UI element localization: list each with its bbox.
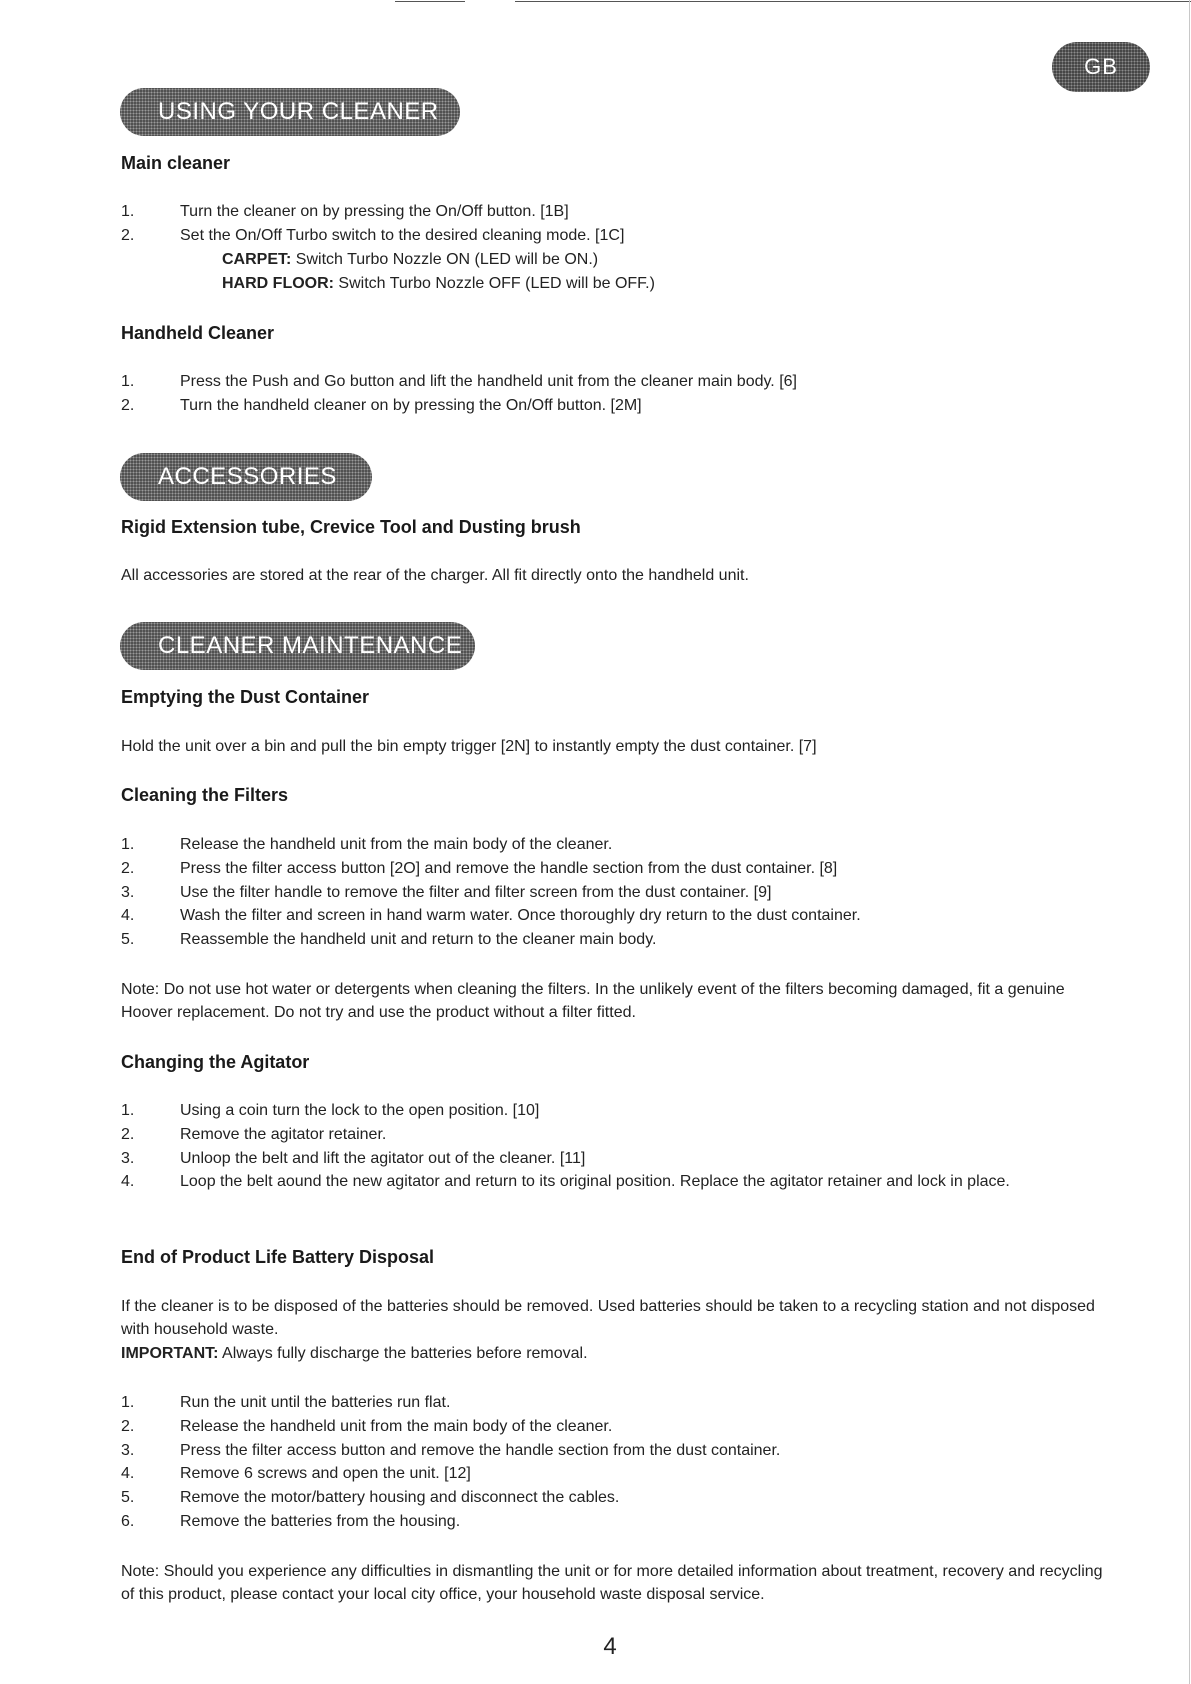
section-header-maintenance: CLEANER MAINTENANCE [120, 622, 475, 670]
list-item: 2. Remove the agitator retainer. [121, 1125, 387, 1143]
list-item: 4. Loop the belt aound the new agitator and return to its original position. Replace the agitator retainer and lock in place. [121, 1173, 1010, 1191]
list-item: 1. Run the unit until the batteries run flat. [121, 1394, 451, 1411]
language-badge: GB [1052, 42, 1150, 92]
filters-steps [121, 833, 1106, 952]
section-header-using: USING YOUR CLEANER [120, 88, 460, 136]
agitator-heading: Changing the Agitator [121, 1052, 310, 1072]
scan-right-edge [1189, 0, 1190, 1684]
list-item: 2. Press the filter access button [2O] and remove the handle section from the dust container. [8] [121, 859, 838, 877]
accessories-text: All accessories are stored at the rear of the charger. All fit directly onto the handheld unit. [121, 567, 749, 584]
main-cleaner-heading: Main cleaner [121, 153, 231, 173]
filters-heading: Cleaning the Filters [121, 785, 289, 805]
list-item: 1. Using a coin turn the lock to the open position. [10] [121, 1102, 540, 1119]
list-item: 1. Release the handheld unit from the main body of the cleaner. [121, 836, 613, 853]
list-item: 3. Use the filter handle to remove the filter and filter screen from the dust container. [9] [121, 883, 772, 901]
list-item: 5. Reassemble the handheld unit and return to the cleaner main body. [121, 931, 657, 949]
list-item: 1. Press the Push and Go button and lift the handheld unit from the cleaner main body. [6] [121, 373, 797, 390]
filters-note: Note: Do not use hot water or detergents when cleaning the filters. In the unlikely event of the filters becoming damaged, fit a genuine Hoover replacement. Do not try and use the product without a filter fitted. [121, 981, 1065, 1021]
carpet-mode-line: CARPET: Switch Turbo Nozzle ON (LED will be ON.) [222, 251, 599, 268]
emptying-heading: Emptying the Dust Container [121, 687, 370, 707]
page-number: 4 [603, 1633, 617, 1660]
list-item: 2. Set the On/Off Turbo switch to the desired cleaning mode. [1C] [121, 226, 625, 244]
list-item: 1. Turn the cleaner on by pressing the On/Off button. [1B] [121, 203, 569, 220]
section-header-accessories: ACCESSORIES [120, 453, 372, 501]
scan-top-line [515, 1, 1191, 2]
list-item: 5. Remove the motor/battery housing and disconnect the cables. [121, 1489, 620, 1507]
disposal-steps [121, 1391, 1106, 1534]
list-item: 4. Remove 6 screws and open the unit. [12] [121, 1465, 471, 1483]
emptying-text: Hold the unit over a bin and pull the bin empty trigger [2N] to instantly empty the dust container. [7] [121, 738, 817, 755]
list-item: 4. Wash the filter and screen in hand warm water. Once thoroughly dry return to the dust container. [121, 907, 861, 925]
disposal-text: If the cleaner is to be disposed of the batteries should be removed. Used batteries should be taken to a recycling station and not disposed with household waste. [121, 1298, 1095, 1338]
accessories-heading: Rigid Extension tube, Crevice Tool and Dusting brush [121, 517, 581, 537]
hardfloor-mode-line: HARD FLOOR: Switch Turbo Nozzle OFF (LED will be OFF.) [222, 275, 655, 292]
list-item: 2. Turn the handheld cleaner on by pressing the On/Off button. [2M] [121, 396, 642, 414]
handheld-steps [121, 370, 1106, 418]
disposal-heading: End of Product Life Battery Disposal [121, 1247, 435, 1267]
main-cleaner-steps [121, 200, 1106, 248]
agitator-steps [121, 1099, 1106, 1194]
list-item: 2. Release the handheld unit from the main body of the cleaner. [121, 1417, 613, 1435]
disposal-important: IMPORTANT: Always fully discharge the batteries before removal. [121, 1345, 588, 1362]
disposal-note: Note: Should you experience any difficulties in dismantling the unit or for more detailed information about treatment, recovery and recycling of this product, please contact your local city office, your household waste disposal service. [121, 1563, 1103, 1603]
scan-top-line [395, 1, 465, 2]
list-item: 6. Remove the batteries from the housing. [121, 1512, 461, 1530]
list-item: 3. Unloop the belt and lift the agitator out of the cleaner. [11] [121, 1149, 586, 1167]
list-item: 3. Press the filter access button and remove the handle section from the dust container. [121, 1441, 781, 1459]
handheld-heading: Handheld Cleaner [121, 323, 275, 343]
